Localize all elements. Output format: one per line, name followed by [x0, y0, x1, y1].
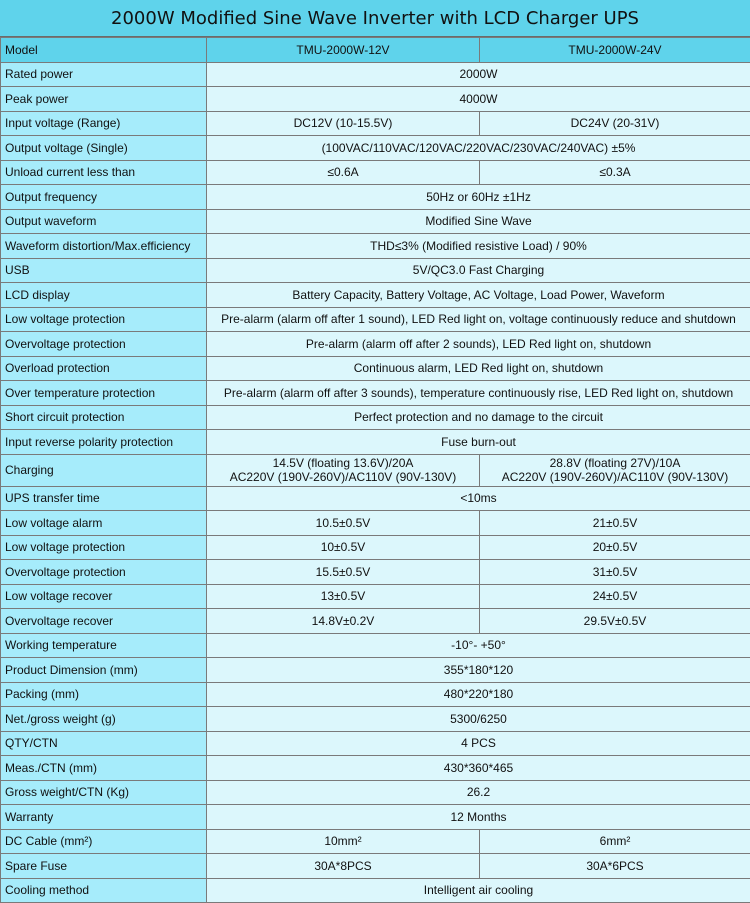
table-row — [1, 307, 750, 332]
table-row — [1, 430, 750, 455]
row-label: Cooling method — [1, 878, 207, 903]
row-value-24v: ≤0.3A — [480, 160, 750, 185]
table-row — [1, 805, 750, 830]
table-row — [1, 258, 750, 283]
row-value-line: AC220V (190V-260V)/AC110V (90V-130V) — [484, 470, 746, 484]
row-value-24v: 30A*6PCS — [480, 854, 750, 879]
row-label: DC Cable (mm²) — [1, 829, 207, 854]
row-value: Battery Capacity, Battery Voltage, AC Voltage, Load Power, Waveform — [207, 283, 750, 308]
row-label: Low voltage alarm — [1, 511, 207, 536]
row-label: Input voltage (Range) — [1, 111, 207, 136]
row-label: Waveform distortion/Max.efficiency — [1, 234, 207, 259]
row-label: LCD display — [1, 283, 207, 308]
row-label: Packing (mm) — [1, 682, 207, 707]
row-label: Gross weight/CTN (Kg) — [1, 780, 207, 805]
row-value: Intelligent air cooling — [207, 878, 750, 903]
row-label: Low voltage protection — [1, 307, 207, 332]
row-label: Over temperature protection — [1, 381, 207, 406]
table-row — [1, 283, 750, 308]
row-value-line: AC220V (190V-260V)/AC110V (90V-130V) — [211, 470, 475, 484]
row-label: Output voltage (Single) — [1, 136, 207, 161]
table-header-row — [1, 38, 750, 63]
row-value-12v: 10mm² — [207, 829, 480, 854]
table-row — [1, 633, 750, 658]
table-row — [1, 535, 750, 560]
table-row — [1, 854, 750, 879]
table-row — [1, 62, 750, 87]
table-row — [1, 111, 750, 136]
row-value-12v: 14.8V±0.2V — [207, 609, 480, 634]
row-value-12v: 30A*8PCS — [207, 854, 480, 879]
row-label: Unload current less than — [1, 160, 207, 185]
row-value: <10ms — [207, 486, 750, 511]
table-row — [1, 829, 750, 854]
row-label: Low voltage protection — [1, 535, 207, 560]
row-label: Charging — [1, 454, 207, 486]
row-label: Rated power — [1, 62, 207, 87]
table-row — [1, 756, 750, 781]
header-model-12v: TMU-2000W-12V — [207, 38, 480, 63]
table-row — [1, 511, 750, 536]
table-row — [1, 332, 750, 357]
header-model-24v: TMU-2000W-24V — [480, 38, 750, 63]
row-value: 480*220*180 — [207, 682, 750, 707]
row-value: 5300/6250 — [207, 707, 750, 732]
table-row — [1, 381, 750, 406]
row-label: USB — [1, 258, 207, 283]
row-label: Overvoltage protection — [1, 560, 207, 585]
row-label: Spare Fuse — [1, 854, 207, 879]
row-label: Output frequency — [1, 185, 207, 210]
row-value: 50Hz or 60Hz ±1Hz — [207, 185, 750, 210]
row-label: Working temperature — [1, 633, 207, 658]
row-label: Short circuit protection — [1, 405, 207, 430]
row-value: THD≤3% (Modified resistive Load) / 90% — [207, 234, 750, 259]
table-row — [1, 486, 750, 511]
row-value-12v: 13±0.5V — [207, 584, 480, 609]
row-value-24v: DC24V (20-31V) — [480, 111, 750, 136]
table-row — [1, 731, 750, 756]
row-label: Output waveform — [1, 209, 207, 234]
table-row — [1, 707, 750, 732]
row-value: Pre-alarm (alarm off after 1 sound), LED Red light on, voltage continuously reduce and shutdown — [207, 307, 750, 332]
row-label: Overvoltage recover — [1, 609, 207, 634]
table-row — [1, 609, 750, 634]
row-value: Modified Sine Wave — [207, 209, 750, 234]
row-value: 4 PCS — [207, 731, 750, 756]
row-value: Pre-alarm (alarm off after 2 sounds), LED Red light on, shutdown — [207, 332, 750, 357]
row-label: Low voltage recover — [1, 584, 207, 609]
row-value: -10°- +50° — [207, 633, 750, 658]
row-value: 26.2 — [207, 780, 750, 805]
table-row — [1, 682, 750, 707]
row-label: Input reverse polarity protection — [1, 430, 207, 455]
table-row — [1, 584, 750, 609]
header-label: Model — [1, 38, 207, 63]
row-label: QTY/CTN — [1, 731, 207, 756]
spec-table-body — [1, 38, 750, 903]
table-row — [1, 658, 750, 683]
row-value-24v: 31±0.5V — [480, 560, 750, 585]
row-value-24v: 6mm² — [480, 829, 750, 854]
table-row — [1, 560, 750, 585]
row-value: 5V/QC3.0 Fast Charging — [207, 258, 750, 283]
row-value: 4000W — [207, 87, 750, 112]
table-row — [1, 160, 750, 185]
table-row — [1, 405, 750, 430]
row-value-12v: ≤0.6A — [207, 160, 480, 185]
row-value-12v: 10±0.5V — [207, 535, 480, 560]
table-row — [1, 185, 750, 210]
table-row — [1, 878, 750, 903]
row-value-24v: 29.5V±0.5V — [480, 609, 750, 634]
row-value: Pre-alarm (alarm off after 3 sounds), temperature continuously rise, LED Red light on, shutdown — [207, 381, 750, 406]
row-value-line: 14.5V (floating 13.6V)/20A — [211, 456, 475, 470]
row-value-12v: DC12V (10-15.5V) — [207, 111, 480, 136]
row-value-line: 28.8V (floating 27V)/10A — [484, 456, 746, 470]
row-value-24v: 24±0.5V — [480, 584, 750, 609]
row-value-12v: 15.5±0.5V — [207, 560, 480, 585]
row-label: Product Dimension (mm) — [1, 658, 207, 683]
table-row — [1, 454, 750, 486]
table-row — [1, 87, 750, 112]
table-row — [1, 356, 750, 381]
row-label: Overload protection — [1, 356, 207, 381]
row-value: (100VAC/110VAC/120VAC/220VAC/230VAC/240VAC) ±5% — [207, 136, 750, 161]
row-value: 2000W — [207, 62, 750, 87]
row-value-24v — [480, 454, 750, 486]
row-label: Meas./CTN (mm) — [1, 756, 207, 781]
row-value-12v: 10.5±0.5V — [207, 511, 480, 536]
row-label: Peak power — [1, 87, 207, 112]
row-value-24v: 20±0.5V — [480, 535, 750, 560]
row-label: Overvoltage protection — [1, 332, 207, 357]
row-value: 12 Months — [207, 805, 750, 830]
row-value: Continuous alarm, LED Red light on, shutdown — [207, 356, 750, 381]
row-value: 430*360*465 — [207, 756, 750, 781]
row-value: Fuse burn-out — [207, 430, 750, 455]
row-value-12v — [207, 454, 480, 486]
row-value: Perfect protection and no damage to the circuit — [207, 405, 750, 430]
row-label: UPS transfer time — [1, 486, 207, 511]
spec-table — [0, 37, 750, 903]
row-label: Net./gross weight (g) — [1, 707, 207, 732]
table-row — [1, 136, 750, 161]
row-value-24v: 21±0.5V — [480, 511, 750, 536]
table-row — [1, 209, 750, 234]
spec-title: 2000W Modified Sine Wave Inverter with LCD Charger UPS — [0, 0, 750, 37]
row-value: 355*180*120 — [207, 658, 750, 683]
table-row — [1, 780, 750, 805]
table-row — [1, 234, 750, 259]
row-label: Warranty — [1, 805, 207, 830]
